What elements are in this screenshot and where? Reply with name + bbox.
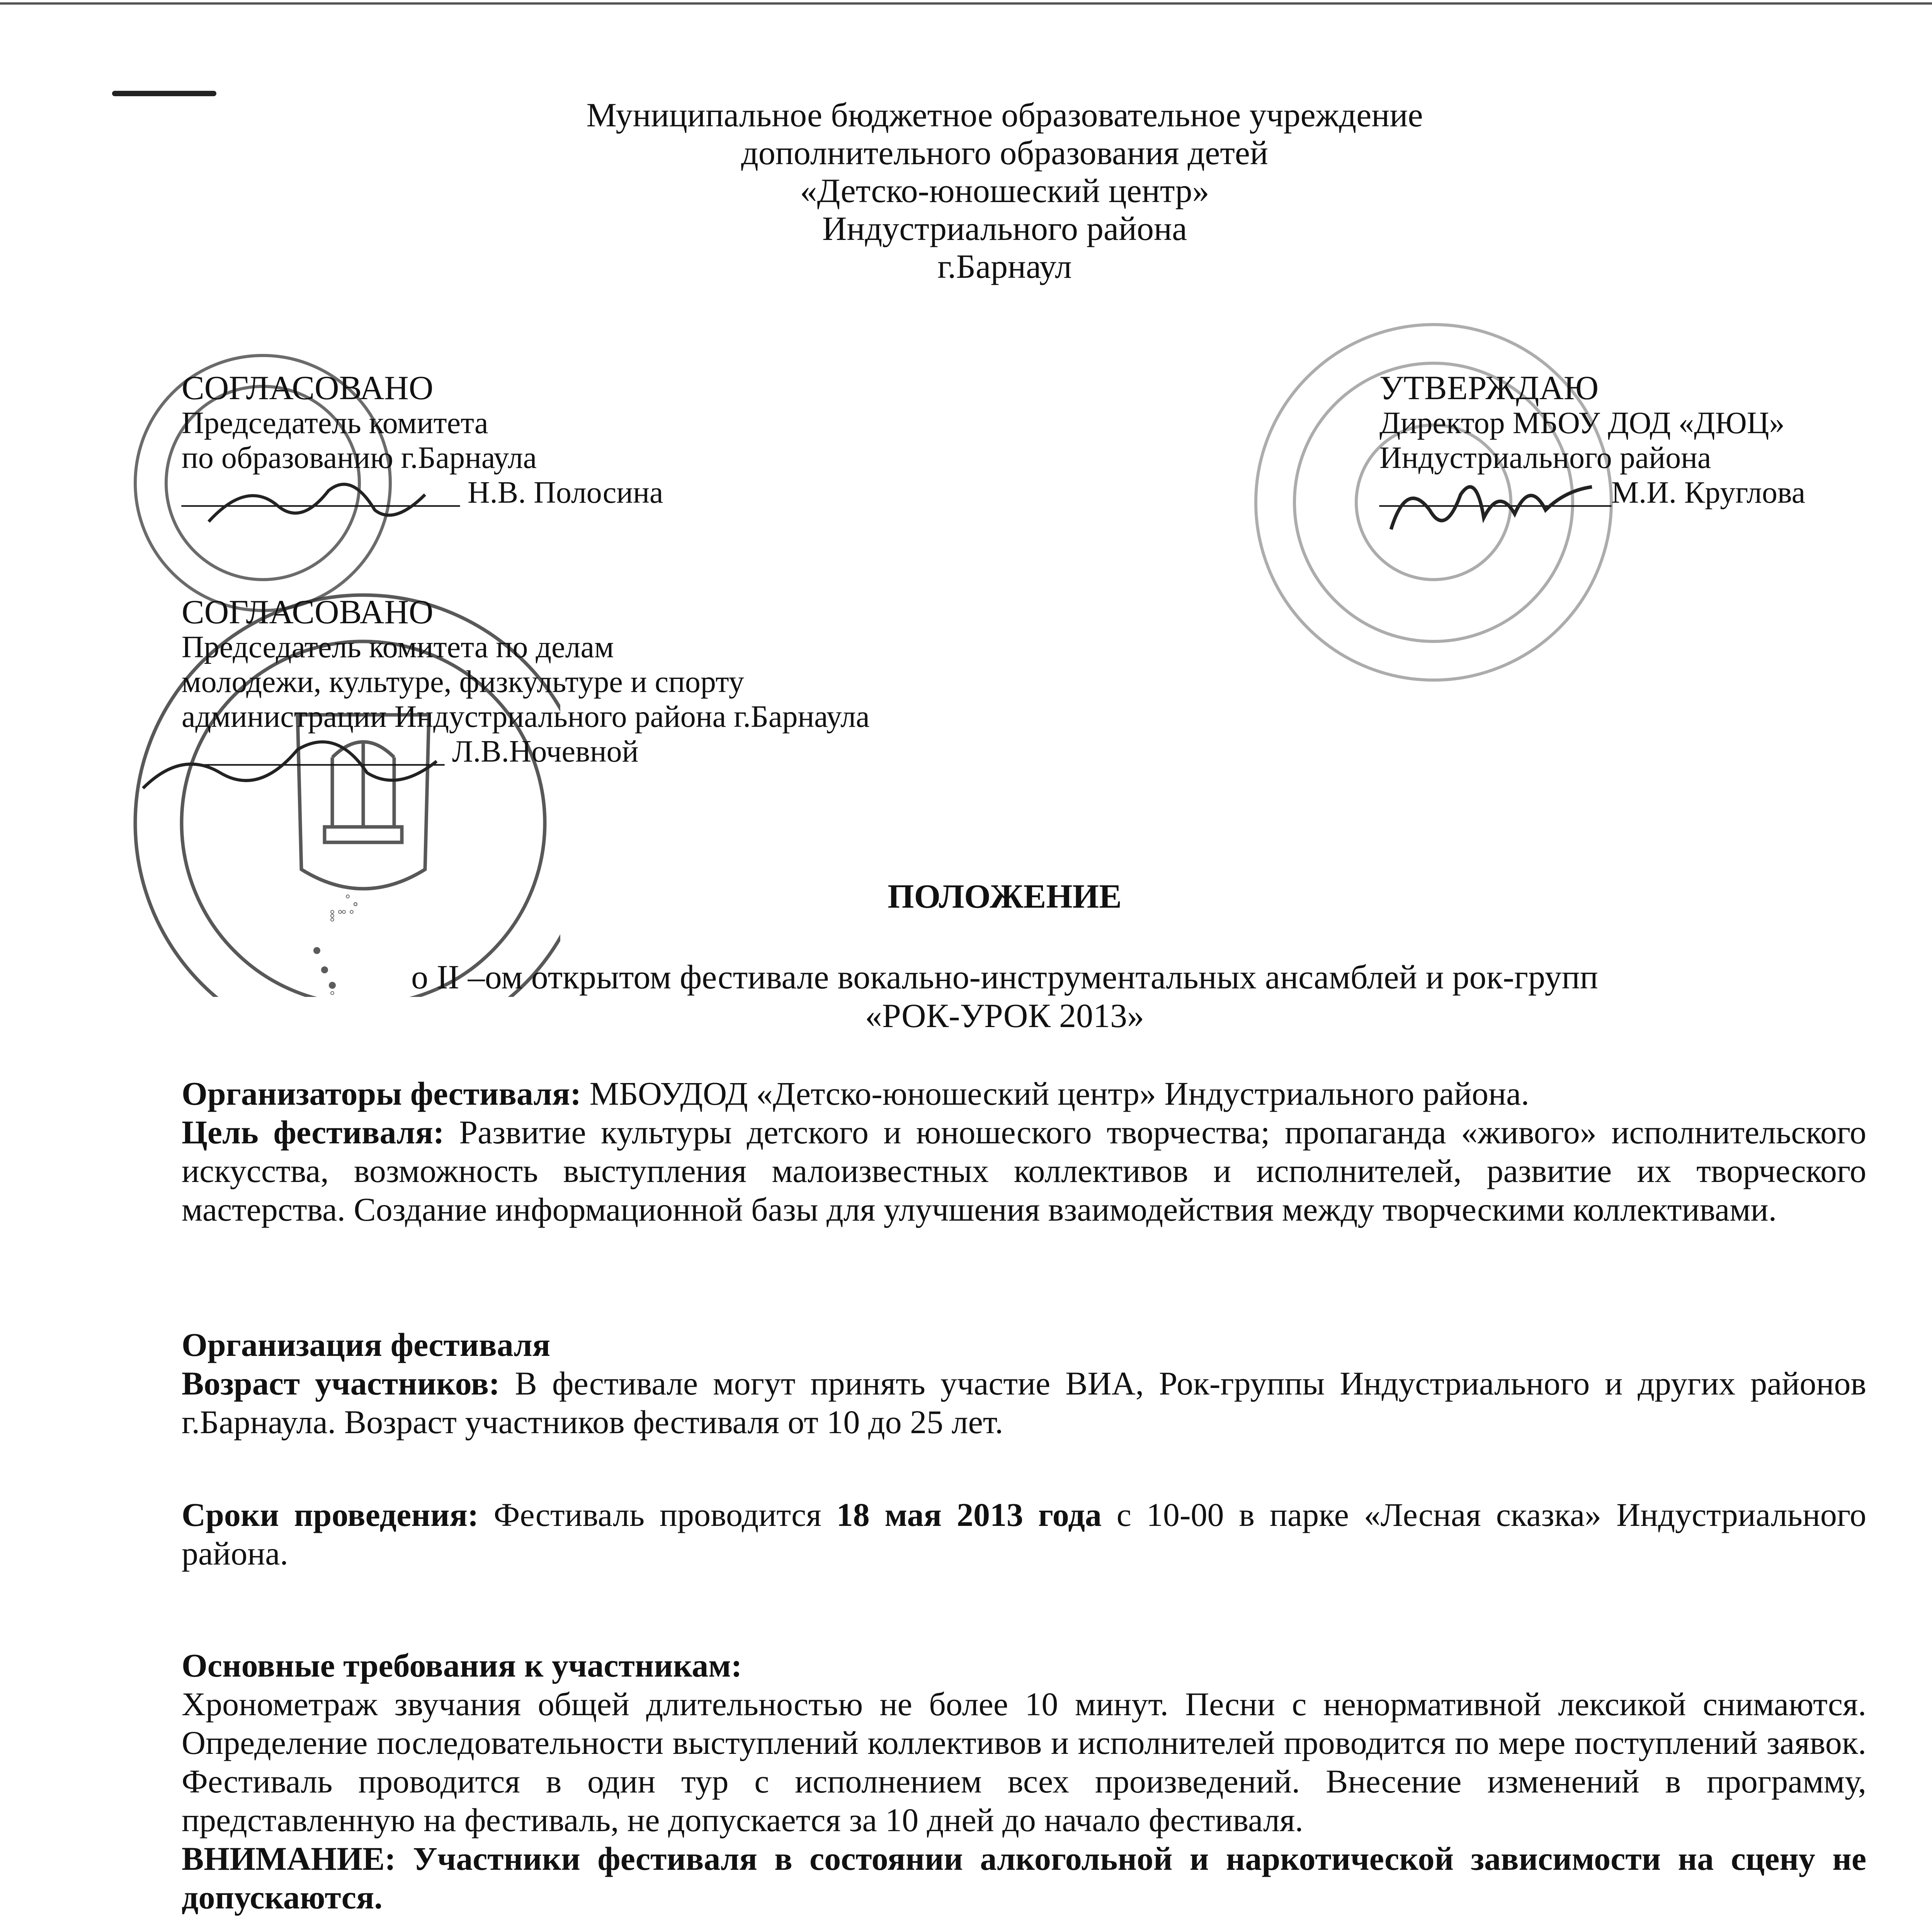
approval-line: Индустриального района bbox=[1379, 441, 1711, 475]
section-requirements bbox=[182, 1646, 1866, 1917]
approval-heading: УТВЕРЖДАЮ bbox=[1379, 369, 1599, 407]
requirements-heading-text: Основные требования к участникам: bbox=[182, 1647, 742, 1684]
dates-text-after: с 10-00 в парке «Лесная сказка» Индустриального района. bbox=[182, 1496, 1866, 1572]
requirements-paragraph: Хронометраж звучания общей длительностью не более 10 минут. Песни с ненормативной лексикой снимаются. Определение последовательности выступлений коллективов и исполнителей проводится по мере поступлений заявок. Фестиваль проводится в один тур с исполнением всех произведений. Внесение изменений в программу, представленную на фестиваль, не допускается за 10 дней до начало фестиваля. bbox=[182, 1685, 1866, 1838]
institution-header bbox=[425, 97, 1584, 286]
approval-signature-line: _________________ Л.В.Ночевной bbox=[182, 735, 639, 769]
subtitle-line-1: о II –ом открытом фестивале вокально-инструментальных ансамблей и рок-групп bbox=[411, 959, 1598, 996]
organizers-paragraph bbox=[182, 1074, 1866, 1113]
youth-chairman-signature-icon bbox=[135, 726, 444, 804]
approval-line: Председатель комитета bbox=[182, 406, 488, 440]
approval-heading: СОГЛАСОВАНО bbox=[182, 594, 434, 631]
dates-label: Сроки проведения: bbox=[182, 1496, 479, 1533]
organizers-text: МБОУДОД «Детско-юношеский центр» Индустриального района. bbox=[581, 1075, 1529, 1112]
section-organizers bbox=[182, 1074, 1866, 1229]
header-line-1: Муниципальное бюджетное образовательное учреждение bbox=[586, 97, 1423, 134]
approval-line: молодежи, культуре, физкультуре и спорту bbox=[182, 665, 744, 699]
document-title: ПОЛОЖЕНИЕ bbox=[888, 878, 1122, 915]
director-signature-icon bbox=[1383, 464, 1600, 549]
goal-text: Развитие культуры детского и юношеского творчества; пропаганда «живого» исполнительского искусства, возможность выступления малоизвестных коллективов и исполнителей, развитие их творческого мастерства. Создание информационной базы для улучшения взаимодействия между творческими коллективами. bbox=[182, 1114, 1866, 1228]
subtitle-line-2: «РОК-УРОК 2013» bbox=[865, 997, 1145, 1035]
section-organization bbox=[182, 1325, 1866, 1441]
goal-label: Цель фестиваля: bbox=[182, 1114, 444, 1151]
header-line-2: дополнительного образования детей bbox=[741, 134, 1268, 172]
approval-line: администрации Индустриального района г.Барнаула bbox=[182, 700, 870, 734]
header-line-4: Индустриального района bbox=[822, 210, 1187, 248]
scan-top-edge-line bbox=[0, 2, 1932, 5]
requirements-heading bbox=[182, 1646, 1866, 1685]
section-dates bbox=[182, 1495, 1866, 1573]
approval-line: Председатель комитета по делам bbox=[182, 630, 614, 664]
age-text: В фестивале могут принять участие ВИА, Рок-группы Индустриального и других районов г.Барнаула. Возраст участников фестиваля от 10 до 25 лет. bbox=[182, 1365, 1866, 1440]
age-label: Возраст участников: bbox=[182, 1365, 500, 1402]
organization-heading bbox=[182, 1325, 1866, 1364]
warning-text: ВНИМАНИЕ: Участники фестиваля в состоянии алкогольной и наркотической зависимости на сцену не допускаются. bbox=[182, 1840, 1866, 1916]
warning-paragraph bbox=[182, 1839, 1866, 1917]
approval-heading: СОГЛАСОВАНО bbox=[182, 369, 434, 407]
organizers-label: Организаторы фестиваля: bbox=[182, 1075, 582, 1112]
dates-text-before: Фестиваль проводится bbox=[478, 1496, 837, 1533]
approval-signature-line: __________________ Н.В. Полосина bbox=[182, 476, 663, 510]
header-line-5: г.Барнаул bbox=[937, 248, 1072, 286]
organization-heading-text: Организация фестиваля bbox=[182, 1326, 551, 1363]
header-line-3: «Детско-юношеский центр» bbox=[800, 172, 1209, 210]
approval-signature-line: _______________М.И. Круглова bbox=[1379, 476, 1806, 510]
approval-line: по образованию г.Барнаула bbox=[182, 441, 537, 475]
approval-line: Директор МБОУ ДОД «ДЮЦ» bbox=[1379, 406, 1785, 440]
age-paragraph bbox=[182, 1364, 1866, 1441]
goal-paragraph bbox=[182, 1113, 1866, 1229]
chairman-signature-icon bbox=[201, 464, 433, 541]
dates-date: 18 мая 2013 года bbox=[836, 1496, 1102, 1533]
document-subtitle bbox=[193, 958, 1816, 1036]
scan-mark bbox=[112, 91, 216, 96]
